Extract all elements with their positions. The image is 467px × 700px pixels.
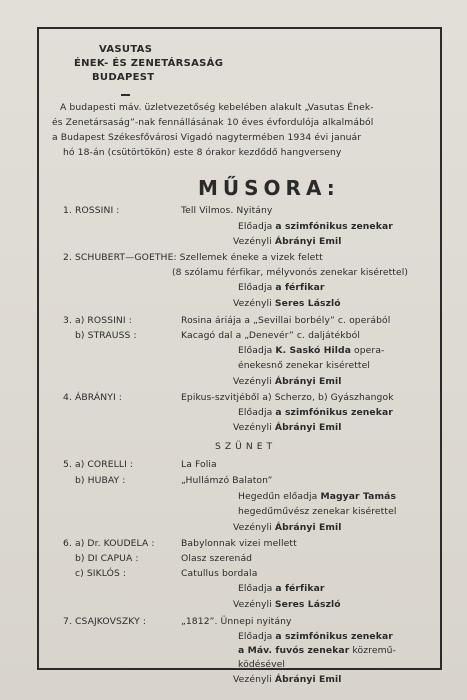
item-3b-composer: b) STRAUSS : <box>75 330 137 341</box>
item-4-work: Epikus-szvitjéből a) Scherzo, b) Gyászhangok <box>181 392 394 403</box>
item-3-note: énekesnő zenekar kisérettel <box>238 360 371 371</box>
intermission: SZÜNET <box>215 441 277 452</box>
header-line-3: BUDAPEST <box>92 72 155 83</box>
item-1-performer: Előadja a szimfónikus zenekar <box>238 221 393 232</box>
item-2-performer: Előadja a férfikar <box>238 282 325 293</box>
item-6a-composer: 6. a) Dr. KOUDELA : <box>63 538 155 549</box>
item-5a-composer: 5. a) CORELLI : <box>63 459 134 470</box>
item-7-conductor: Vezényli Ábrányi Emil <box>233 674 342 685</box>
item-6c-work: Catullus bordala <box>181 568 258 579</box>
item-3-performer: Előadja K. Saskó Hilda opera- <box>238 345 385 356</box>
item-3a-composer: 3. a) ROSSINI : <box>63 315 132 326</box>
item-2-conductor: Vezényli Seres László <box>233 298 341 309</box>
item-5a-work: La Folia <box>181 459 217 470</box>
item-2-subtitle: (8 szólamu férfikar, mélyvonós zenekar kisérettel) <box>172 267 409 278</box>
item-7-work: „1812”. Ünnepi nyitány <box>181 616 292 627</box>
item-3b-work: Kacagó dal a „Denevér” c. daljátékból <box>181 330 360 341</box>
item-1-work: Tell Vilmos. Nyitány <box>181 205 273 216</box>
item-6b-composer: b) DI CAPUA : <box>75 553 139 564</box>
header-line-1: VASUTAS <box>99 44 153 55</box>
header-line-2: ÉNEK- ÉS ZENETÁRSASÁG <box>74 58 224 69</box>
item-5-conductor: Vezényli Ábrányi Emil <box>233 522 342 533</box>
item-6b-work: Olasz szerenád <box>181 553 253 564</box>
item-2-composer: 2. SCHUBERT—GOETHE: Szellemek éneke a vizek felett <box>63 252 323 263</box>
item-4-composer: 4. ÁBRÁNYI : <box>63 392 122 403</box>
item-4-performer: Előadja a szimfónikus zenekar <box>238 407 393 418</box>
item-1-composer: 1. ROSSINI : <box>63 205 120 216</box>
item-6a-work: Babylonnak vizei mellett <box>181 538 297 549</box>
header-dash <box>121 94 130 96</box>
item-6-performer: Előadja a férfikar <box>238 583 325 594</box>
item-7-performer-2: a Máv. fuvós zenekar közremű- <box>238 645 396 656</box>
item-7-composer: 7. CSAJKOVSZKY : <box>63 616 147 627</box>
program-title: MŰSORA: <box>198 176 340 200</box>
intro-line-3: a Budapest Székesfővárosi Vigadó nagytermében 1934 évi január <box>52 132 362 143</box>
intro-line-4: hó 18-án (csütörtökön) este 8 órakor kezdődő hangverseny <box>63 147 342 158</box>
item-6-conductor: Vezényli Seres László <box>233 599 341 610</box>
item-7-performer: Előadja a szimfónikus zenekar <box>238 631 393 642</box>
item-5b-work: „Hullámzó Balaton” <box>181 475 273 486</box>
item-3a-work: Rosina áriája a „Sevillai borbély” c. operából <box>181 315 391 326</box>
item-4-conductor: Vezényli Ábrányi Emil <box>233 422 342 433</box>
intro-line-2: és Zenetársaság”-nak fennállásának 10 éves évfordulója alkalmából <box>52 117 374 128</box>
item-7-note: ködésével <box>238 659 286 670</box>
item-1-conductor: Vezényli Ábrányi Emil <box>233 236 342 247</box>
item-5-performer: Hegedűn előadja Magyar Tamás <box>238 491 397 502</box>
item-6c-composer: c) SIKLÓS : <box>75 568 127 579</box>
item-5b-composer: b) HUBAY : <box>75 475 126 486</box>
item-3-conductor: Vezényli Ábrányi Emil <box>233 376 342 387</box>
item-5-note: hegedűművész zenekar kisérettel <box>238 506 397 517</box>
intro-line-1: A budapesti máv. üzletvezetőség kebelében alakult „Vasutas Ének- <box>60 102 374 113</box>
